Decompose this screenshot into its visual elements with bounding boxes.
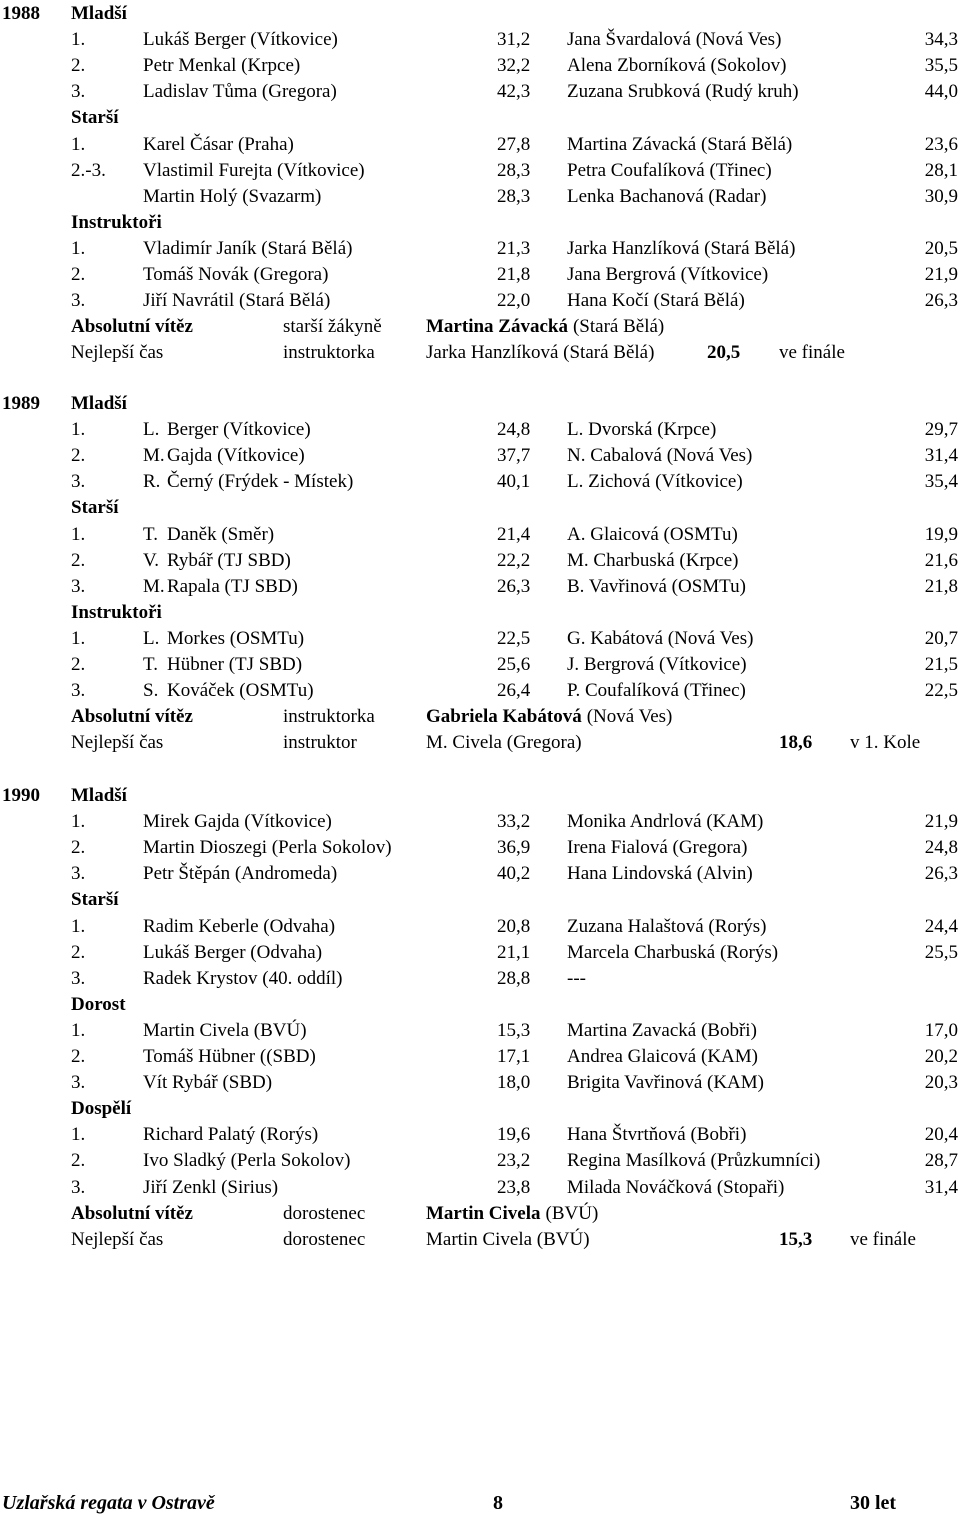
- girl-name: M. Charbuská (Krpce): [567, 550, 739, 571]
- best-time-name: Jarka Hanzlíková (Stará Bělá): [426, 342, 655, 363]
- girl-time: 30,9: [924, 186, 958, 207]
- girl-time: 25,5: [924, 942, 958, 963]
- absolute-winner-club: (BVÚ): [545, 1203, 599, 1224]
- category-heading: Starší: [71, 889, 119, 910]
- best-time-label: Nejlepší čas: [71, 1229, 164, 1250]
- girl-name: Regina Masílková (Průzkumníci): [567, 1150, 821, 1171]
- result-rank: 2.: [71, 264, 86, 285]
- girl-name: N. Cabalová (Nová Ves): [567, 445, 753, 466]
- boy-time: 31,2: [497, 29, 531, 50]
- boy-time: 27,8: [497, 134, 531, 155]
- boy-time: 23,8: [497, 1177, 531, 1198]
- girl-name: G. Kabátová (Nová Ves): [567, 628, 754, 649]
- girl-name: P. Coufalíková (Třinec): [567, 680, 746, 701]
- girl-time: 24,8: [924, 837, 958, 858]
- result-rank: 1.: [71, 628, 86, 649]
- result-rank: 2.: [71, 1150, 86, 1171]
- girl-time: 19,9: [924, 524, 958, 545]
- absolute-winner-category: dorostenec: [283, 1203, 366, 1224]
- boy-time: 21,4: [497, 524, 531, 545]
- girl-name: B. Vavřinová (OSMTu): [567, 576, 746, 597]
- boy-name: Rapala (TJ SBD): [167, 576, 298, 597]
- boy-name: Jiří Zenkl (Sirius): [143, 1177, 279, 1198]
- result-rank: 1.: [71, 1124, 86, 1145]
- boy-time: 25,6: [497, 654, 531, 675]
- girl-time: 21,5: [924, 654, 958, 675]
- absolute-winner-name: Martin Civela: [426, 1203, 541, 1224]
- boy-name: Ivo Sladký (Perla Sokolov): [143, 1150, 351, 1171]
- boy-time: 21,3: [497, 238, 531, 259]
- best-time-category: instruktor: [283, 732, 357, 753]
- boy-time: 21,1: [497, 942, 531, 963]
- girl-name: Hana Kočí (Stará Bělá): [567, 290, 745, 311]
- result-rank: 2.: [71, 55, 86, 76]
- boy-name: Berger (Vítkovice): [167, 419, 311, 440]
- category-heading: Dospělí: [71, 1098, 132, 1119]
- boy-initial: V.: [143, 550, 160, 571]
- result-rank: 3.: [71, 290, 86, 311]
- boy-name: Karel Čásar (Praha): [143, 134, 294, 155]
- boy-time: 28,3: [497, 160, 531, 181]
- result-rank: 2.: [71, 942, 86, 963]
- girl-time: 35,5: [924, 55, 958, 76]
- girl-name: Lenka Bachanová (Radar): [567, 186, 767, 207]
- boy-name: Rybář (TJ SBD): [167, 550, 291, 571]
- result-rank: 1.: [71, 1020, 86, 1041]
- girl-time: 17,0: [924, 1020, 958, 1041]
- result-rank: 3.: [71, 81, 86, 102]
- girl-name: Martina Závacká (Stará Bělá): [567, 134, 793, 155]
- absolute-winner-category: instruktorka: [283, 706, 375, 727]
- girl-name: Jana Švardalová (Nová Ves): [567, 29, 782, 50]
- year-label: 1989: [2, 393, 40, 414]
- result-rank: 2.: [71, 1046, 86, 1067]
- boy-name: Daněk (Směr): [167, 524, 275, 545]
- girl-name: ---: [567, 968, 586, 989]
- result-rank: 2.: [71, 837, 86, 858]
- girl-time: 20,7: [924, 628, 958, 649]
- girl-time: 31,4: [924, 445, 958, 466]
- result-rank: 2.: [71, 550, 86, 571]
- boy-name: Petr Štěpán (Andromeda): [143, 863, 338, 884]
- year-label: 1990: [2, 785, 40, 806]
- boy-name: Lukáš Berger (Odvaha): [143, 942, 323, 963]
- result-rank: 1.: [71, 419, 86, 440]
- absolute-winner-label: Absolutní vítěz: [71, 316, 193, 337]
- girl-name: Andrea Glaicová (KAM): [567, 1046, 758, 1067]
- boy-time: 40,2: [497, 863, 531, 884]
- absolute-winner-label: Absolutní vítěz: [71, 706, 193, 727]
- category-heading: Mladší: [71, 785, 127, 806]
- best-time-note: ve finále: [850, 1229, 916, 1250]
- girl-time: 44,0: [924, 81, 958, 102]
- result-rank: 3.: [71, 1072, 86, 1093]
- girl-name: Jana Bergrová (Vítkovice): [567, 264, 769, 285]
- girl-name: Zuzana Srubková (Rudý kruh): [567, 81, 799, 102]
- best-time-category: dorostenec: [283, 1229, 366, 1250]
- boy-time: 33,2: [497, 811, 531, 832]
- girl-name: Brigita Vavřinová (KAM): [567, 1072, 765, 1093]
- result-rank: 3.: [71, 968, 86, 989]
- boy-name: Vít Rybář (SBD): [143, 1072, 273, 1093]
- girl-time: 26,3: [924, 863, 958, 884]
- category-heading: Instruktoři: [71, 602, 162, 623]
- boy-time: 37,7: [497, 445, 531, 466]
- boy-name: Tomáš Novák (Gregora): [143, 264, 329, 285]
- best-time-value: 20,5: [707, 342, 741, 363]
- boy-initial: L.: [143, 628, 160, 649]
- boy-time: 42,3: [497, 81, 531, 102]
- category-heading: Starší: [71, 497, 119, 518]
- boy-time: 28,3: [497, 186, 531, 207]
- result-rank: 2.: [71, 654, 86, 675]
- result-rank: 1.: [71, 238, 86, 259]
- girl-name: L. Zichová (Vítkovice): [567, 471, 743, 492]
- boy-name: Radim Keberle (Odvaha): [143, 916, 336, 937]
- result-rank: 1.: [71, 916, 86, 937]
- boy-name: Tomáš Hübner ((SBD): [143, 1046, 316, 1067]
- boy-initial: R.: [143, 471, 161, 492]
- best-time-label: Nejlepší čas: [71, 342, 164, 363]
- result-rank: 3.: [71, 471, 86, 492]
- result-rank: 1.: [71, 134, 86, 155]
- girl-name: Marcela Charbuská (Rorýs): [567, 942, 779, 963]
- best-time-name: M. Civela (Gregora): [426, 732, 582, 753]
- result-rank: 3.: [71, 1177, 86, 1198]
- boy-name: Martin Dioszegi (Perla Sokolov): [143, 837, 392, 858]
- girl-time: 20,4: [924, 1124, 958, 1145]
- absolute-winner-name: Gabriela Kabátová: [426, 706, 582, 727]
- result-rank: 2.-3.: [71, 160, 106, 181]
- girl-name: A. Glaicová (OSMTu): [567, 524, 738, 545]
- boy-name: Ladislav Tůma (Gregora): [143, 81, 337, 102]
- absolute-winner-category: starší žákyně: [283, 316, 382, 337]
- absolute-winner-club: (Stará Bělá): [572, 316, 665, 337]
- boy-name: Vladimír Janík (Stará Bělá): [143, 238, 353, 259]
- girl-name: Hana Lindovská (Alvin): [567, 863, 753, 884]
- boy-name: Hübner (TJ SBD): [167, 654, 303, 675]
- boy-time: 21,8: [497, 264, 531, 285]
- boy-name: Martin Holý (Svazarm): [143, 186, 322, 207]
- boy-time: 36,9: [497, 837, 531, 858]
- footer-title: Uzlařská regata v Ostravě: [2, 1492, 215, 1514]
- girl-name: Jarka Hanzlíková (Stará Bělá): [567, 238, 796, 259]
- year-label: 1988: [2, 3, 40, 24]
- girl-time: 22,5: [924, 680, 958, 701]
- result-rank: 1.: [71, 29, 86, 50]
- best-time-name: Martin Civela (BVÚ): [426, 1229, 590, 1250]
- result-rank: 3.: [71, 680, 86, 701]
- girl-name: Zuzana Halaštová (Rorýs): [567, 916, 767, 937]
- girl-time: 28,1: [924, 160, 958, 181]
- boy-time: 28,8: [497, 968, 531, 989]
- girl-name: Martina Zavacká (Bobři): [567, 1020, 757, 1041]
- absolute-winner-label: Absolutní vítěz: [71, 1203, 193, 1224]
- boy-name: Radek Krystov (40. oddíl): [143, 968, 343, 989]
- boy-name: Gajda (Vítkovice): [167, 445, 305, 466]
- footer-page-number: 8: [493, 1492, 503, 1514]
- boy-initial: S.: [143, 680, 159, 701]
- best-time-note: v 1. Kole: [850, 732, 921, 753]
- boy-time: 32,2: [497, 55, 531, 76]
- result-rank: 1.: [71, 811, 86, 832]
- boy-time: 19,6: [497, 1124, 531, 1145]
- boy-time: 26,3: [497, 576, 531, 597]
- boy-name: Lukáš Berger (Vítkovice): [143, 29, 338, 50]
- result-rank: 3.: [71, 576, 86, 597]
- boy-time: 17,1: [497, 1046, 531, 1067]
- footer-anniversary: 30 let: [850, 1492, 897, 1514]
- girl-name: Alena Zborníková (Sokolov): [567, 55, 787, 76]
- boy-name: Kováček (OSMTu): [167, 680, 314, 701]
- best-time-category: instruktorka: [283, 342, 375, 363]
- result-rank: 3.: [71, 863, 86, 884]
- category-heading: Dorost: [71, 994, 126, 1015]
- girl-time: 28,7: [924, 1150, 958, 1171]
- boy-initial: T.: [143, 524, 158, 545]
- boy-name: Vlastimil Furejta (Vítkovice): [143, 160, 365, 181]
- absolute-winner-name: Martina Závacká: [426, 316, 568, 337]
- boy-time: 26,4: [497, 680, 531, 701]
- girl-time: 23,6: [924, 134, 958, 155]
- result-rank: 1.: [71, 524, 86, 545]
- girl-time: 24,4: [924, 916, 958, 937]
- boy-time: 20,8: [497, 916, 531, 937]
- girl-name: Hana Štvrtňová (Bobři): [567, 1124, 747, 1145]
- boy-name: Petr Menkal (Krpce): [143, 55, 301, 76]
- girl-time: 31,4: [924, 1177, 958, 1198]
- girl-time: 21,9: [924, 264, 958, 285]
- boy-name: Mirek Gajda (Vítkovice): [143, 811, 332, 832]
- category-heading: Starší: [71, 107, 119, 128]
- boy-time: 15,3: [497, 1020, 531, 1041]
- girl-time: 35,4: [924, 471, 958, 492]
- girl-name: Petra Coufalíková (Třinec): [567, 160, 772, 181]
- girl-time: 26,3: [924, 290, 958, 311]
- girl-name: L. Dvorská (Krpce): [567, 419, 717, 440]
- girl-name: Irena Fialová (Gregora): [567, 837, 748, 858]
- category-heading: Mladší: [71, 3, 127, 24]
- best-time-note: ve finále: [779, 342, 845, 363]
- girl-time: 21,6: [924, 550, 958, 571]
- girl-time: 20,3: [924, 1072, 958, 1093]
- boy-time: 40,1: [497, 471, 531, 492]
- boy-initial: L.: [143, 419, 160, 440]
- result-rank: 2.: [71, 445, 86, 466]
- best-time-label: Nejlepší čas: [71, 732, 164, 753]
- boy-time: 22,2: [497, 550, 531, 571]
- best-time-value: 18,6: [779, 732, 813, 753]
- category-heading: Mladší: [71, 393, 127, 414]
- boy-name: Martin Civela (BVÚ): [143, 1020, 307, 1041]
- boy-name: Černý (Frýdek - Místek): [167, 471, 354, 492]
- boy-initial: M.: [143, 445, 165, 466]
- girl-time: 21,9: [924, 811, 958, 832]
- boy-time: 22,0: [497, 290, 531, 311]
- girl-time: 20,2: [924, 1046, 958, 1067]
- boy-name: Morkes (OSMTu): [167, 628, 305, 649]
- girl-time: 34,3: [924, 29, 958, 50]
- girl-name: J. Bergrová (Vítkovice): [567, 654, 747, 675]
- girl-time: 20,5: [924, 238, 958, 259]
- girl-name: Monika Andrlová (KAM): [567, 811, 764, 832]
- girl-time: 29,7: [924, 419, 958, 440]
- boy-time: 22,5: [497, 628, 531, 649]
- boy-time: 24,8: [497, 419, 531, 440]
- boy-time: 23,2: [497, 1150, 531, 1171]
- category-heading: Instruktoři: [71, 212, 162, 233]
- boy-initial: T.: [143, 654, 158, 675]
- boy-name: Jiří Navrátil (Stará Bělá): [143, 290, 331, 311]
- boy-initial: M.: [143, 576, 165, 597]
- girl-time: 21,8: [924, 576, 958, 597]
- boy-name: Richard Palatý (Rorýs): [143, 1124, 319, 1145]
- absolute-winner-club: (Nová Ves): [586, 706, 673, 727]
- best-time-value: 15,3: [779, 1229, 813, 1250]
- girl-name: Milada Nováčková (Stopaři): [567, 1177, 785, 1198]
- boy-time: 18,0: [497, 1072, 531, 1093]
